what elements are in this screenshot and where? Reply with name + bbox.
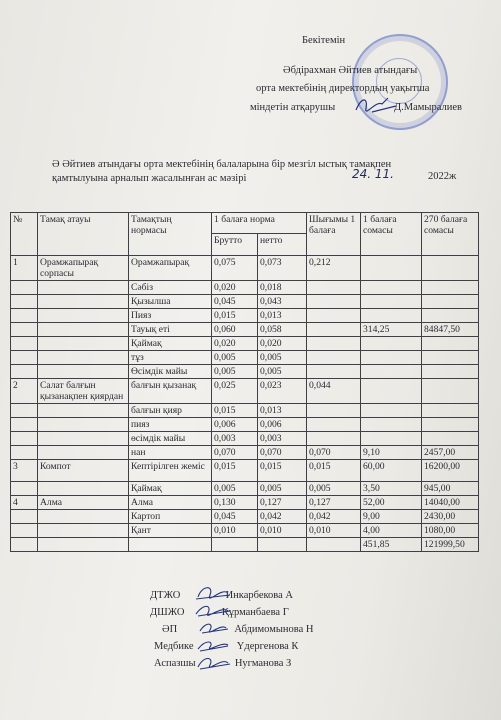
cell-brutto: 0,025 (212, 379, 258, 404)
signature-role: Медбике (154, 641, 194, 652)
cell-cost270 (422, 256, 479, 281)
cell-output (307, 365, 361, 379)
cell-brutto: 0,005 (212, 365, 258, 379)
cell-num (11, 510, 38, 524)
cell-output (307, 404, 361, 418)
cell-cost1: 52,00 (361, 496, 422, 510)
signature-role: ДШЖО (150, 607, 185, 618)
cell-cost1 (361, 351, 422, 365)
cell-ingr: балғын қызанақ (129, 379, 212, 404)
cell-num (11, 524, 38, 538)
cell-brutto: 0,003 (212, 432, 258, 446)
cell-output: 0,070 (307, 446, 361, 460)
approval-line-3: орта мектебінің директордың уақытша (256, 83, 430, 94)
cell-ingr: Орамжапырақ (129, 256, 212, 281)
signature-role: Аспазшы (154, 658, 196, 669)
cell-num (11, 482, 38, 496)
table-row (11, 323, 479, 337)
cell-cost1: 4,00 (361, 524, 422, 538)
cell-netto: 0,020 (258, 337, 307, 351)
cell-brutto: 0,130 (212, 496, 258, 510)
table-row (11, 524, 479, 538)
cell-cost1 (361, 281, 422, 295)
table-row (11, 309, 479, 323)
cell-num: 2 (11, 379, 38, 404)
cell-netto: 0,013 (258, 309, 307, 323)
cell-num (11, 337, 38, 351)
signature-name: Құрманбаева Г (221, 607, 289, 618)
cell-num (11, 446, 38, 460)
cell-output: 0,010 (307, 524, 361, 538)
cell-cost270 (422, 351, 479, 365)
cell-brutto: 0,045 (212, 510, 258, 524)
cell-brutto: 0,015 (212, 460, 258, 482)
header-output: Шығымы 1 балаға (307, 213, 361, 256)
table-row (11, 379, 479, 404)
cell-name (38, 510, 129, 524)
cell-name (38, 337, 129, 351)
cell-ingr: Сәбіз (129, 281, 212, 295)
cell-cost1: 9,00 (361, 510, 422, 524)
cell-num (11, 351, 38, 365)
cell-cost270: 2430,00 (422, 510, 479, 524)
cell-output (307, 432, 361, 446)
cell-cost270 (422, 432, 479, 446)
cell-brutto: 0,005 (212, 351, 258, 365)
header-num: № (11, 213, 38, 256)
cell-brutto (212, 538, 258, 552)
title-line-1: Ә Әйтиев атындағы орта мектебінің балаларына бір мезгіл ыстық тамақпен (52, 159, 392, 170)
table-row (11, 510, 479, 524)
cell-cost270: 945,00 (422, 482, 479, 496)
cell-num: 3 (11, 460, 38, 482)
cell-num (11, 365, 38, 379)
cell-cost270 (422, 337, 479, 351)
staff-signatures (192, 583, 236, 679)
header-cost-270: 270 балаға сомасы (422, 213, 479, 256)
header-cost-1: 1 балаға сомасы (361, 213, 422, 256)
cell-ingr (129, 538, 212, 552)
cell-cost270: 84847,50 (422, 323, 479, 337)
cell-cost1 (361, 309, 422, 323)
cell-name (38, 295, 129, 309)
cell-output: 0,015 (307, 460, 361, 482)
cell-brutto: 0,060 (212, 323, 258, 337)
signature-name: Нугманова З (234, 658, 292, 669)
cell-output (307, 281, 361, 295)
cell-name (38, 482, 129, 496)
cell-output (307, 323, 361, 337)
cell-cost1: 3,50 (361, 482, 422, 496)
cell-name (38, 446, 129, 460)
approval-line-4-prefix: міндетін атқарушы (250, 102, 336, 113)
cell-num: 1 (11, 256, 38, 281)
cell-ingr: тұз (129, 351, 212, 365)
table-row (11, 281, 479, 295)
approval-director-name: Д.Мамыралиев (394, 102, 462, 113)
cell-brutto: 0,070 (212, 446, 258, 460)
menu-table (10, 212, 479, 552)
cell-cost270 (422, 404, 479, 418)
cell-cost1 (361, 379, 422, 404)
cell-output: 0,042 (307, 510, 361, 524)
cell-ingr: Қант (129, 524, 212, 538)
cell-cost270 (422, 379, 479, 404)
cell-num (11, 432, 38, 446)
cell-output (307, 337, 361, 351)
table-row (11, 446, 479, 460)
cell-netto: 0,070 (258, 446, 307, 460)
cell-cost270: 121999,50 (422, 538, 479, 552)
cell-netto: 0,013 (258, 404, 307, 418)
cell-cost270 (422, 309, 479, 323)
cell-ingr: Қаймақ (129, 482, 212, 496)
cell-output: 0,127 (307, 496, 361, 510)
cell-name (38, 418, 129, 432)
table-row (11, 482, 479, 496)
cell-name (38, 538, 129, 552)
cell-cost270: 14040,00 (422, 496, 479, 510)
cell-cost1 (361, 256, 422, 281)
cell-cost1: 451,85 (361, 538, 422, 552)
header-name: Тамақ атауы (38, 213, 129, 256)
cell-ingr: өсімдік майы (129, 432, 212, 446)
cell-cost270: 2457,00 (422, 446, 479, 460)
cell-netto: 0,043 (258, 295, 307, 309)
cell-cost270 (422, 365, 479, 379)
cell-name (38, 309, 129, 323)
cell-name (38, 524, 129, 538)
table-row (11, 295, 479, 309)
cell-ingr: балғын қияр (129, 404, 212, 418)
signature-name: Үдергенова К (236, 641, 299, 652)
cell-netto: 0,018 (258, 281, 307, 295)
cell-netto: 0,058 (258, 323, 307, 337)
cell-brutto: 0,005 (212, 482, 258, 496)
cell-cost1 (361, 418, 422, 432)
cell-output (307, 295, 361, 309)
date-handwritten: 24. 11. (352, 167, 394, 181)
cell-netto: 0,005 (258, 482, 307, 496)
cell-name (38, 432, 129, 446)
cell-name (38, 323, 129, 337)
cell-netto: 0,015 (258, 460, 307, 482)
cell-cost1: 60,00 (361, 460, 422, 482)
cell-brutto: 0,045 (212, 295, 258, 309)
table-row (11, 404, 479, 418)
cell-cost270 (422, 281, 479, 295)
cell-name (38, 404, 129, 418)
signature-row-3 (162, 624, 313, 635)
table-row (11, 418, 479, 432)
table-row (11, 432, 479, 446)
approval-line-2: Әбдірахман Әйтиев атындағы (283, 65, 418, 76)
cell-name (38, 365, 129, 379)
cell-name: Салат балғын қызанақпен қиярдан (38, 379, 129, 404)
signature-role: ӘП (162, 624, 178, 635)
cell-netto: 0,023 (258, 379, 307, 404)
cell-ingr: Алма (129, 496, 212, 510)
title-line-2: қамтылуына арналып жасалынған ас мәзірі (52, 173, 247, 184)
cell-brutto: 0,015 (212, 404, 258, 418)
cell-name: Компот (38, 460, 129, 482)
cell-cost270 (422, 418, 479, 432)
signature-role: ДТЖО (150, 590, 181, 601)
cell-netto: 0,005 (258, 365, 307, 379)
cell-ingr: Картоп (129, 510, 212, 524)
cell-netto: 0,003 (258, 432, 307, 446)
cell-name: Орамжапырақ сорпасы (38, 256, 129, 281)
cell-netto: 0,042 (258, 510, 307, 524)
cell-netto: 0,006 (258, 418, 307, 432)
cell-output (307, 351, 361, 365)
table-row (11, 256, 479, 281)
title-year: 2022ж (428, 171, 457, 182)
cell-brutto: 0,006 (212, 418, 258, 432)
cell-num (11, 404, 38, 418)
table-row (11, 496, 479, 510)
table-row (11, 351, 479, 365)
cell-cost1 (361, 337, 422, 351)
cell-num (11, 418, 38, 432)
header-brutto: Брутто (212, 234, 258, 256)
cell-output: 0,044 (307, 379, 361, 404)
cell-num (11, 309, 38, 323)
header-norms: Тамақтың нормасы (129, 213, 212, 256)
cell-ingr: Қаймақ (129, 337, 212, 351)
cell-ingr: Пияз (129, 309, 212, 323)
cell-output: 0,005 (307, 482, 361, 496)
approval-line-1: Бекітемін (302, 35, 346, 46)
header-netto: нетто (258, 234, 307, 256)
cell-num (11, 295, 38, 309)
cell-ingr: Тауық еті (129, 323, 212, 337)
cell-ingr: Өсімдік майы (129, 365, 212, 379)
cell-brutto: 0,020 (212, 337, 258, 351)
cell-cost270: 16200,00 (422, 460, 479, 482)
cell-netto (258, 538, 307, 552)
cell-num (11, 538, 38, 552)
cell-cost1: 314,25 (361, 323, 422, 337)
signature-name: Инкарбекова А (225, 590, 293, 601)
cell-netto: 0,005 (258, 351, 307, 365)
cell-num: 4 (11, 496, 38, 510)
cell-cost1 (361, 432, 422, 446)
cell-netto: 0,073 (258, 256, 307, 281)
cell-netto: 0,010 (258, 524, 307, 538)
table-row (11, 460, 479, 482)
cell-output: 0,212 (307, 256, 361, 281)
cell-output (307, 309, 361, 323)
cell-brutto: 0,075 (212, 256, 258, 281)
cell-cost1 (361, 404, 422, 418)
cell-name (38, 351, 129, 365)
cell-brutto: 0,020 (212, 281, 258, 295)
table-row (11, 538, 479, 552)
cell-cost1 (361, 295, 422, 309)
cell-cost270: 1080,00 (422, 524, 479, 538)
signature-name: Абдимомынова Н (234, 624, 314, 635)
cell-num (11, 323, 38, 337)
cell-output (307, 418, 361, 432)
cell-ingr: нан (129, 446, 212, 460)
cell-cost1 (361, 365, 422, 379)
cell-brutto: 0,015 (212, 309, 258, 323)
cell-output (307, 538, 361, 552)
cell-ingr: пияз (129, 418, 212, 432)
cell-name: Алма (38, 496, 129, 510)
table-row (11, 337, 479, 351)
cell-cost270 (422, 295, 479, 309)
cell-brutto: 0,010 (212, 524, 258, 538)
cell-ingr: Қызылша (129, 295, 212, 309)
cell-ingr: Кептірілген жеміс (129, 460, 212, 482)
cell-num (11, 281, 38, 295)
header-per-child: 1 балаға норма (212, 213, 307, 234)
cell-netto: 0,127 (258, 496, 307, 510)
cell-name (38, 281, 129, 295)
table-row (11, 365, 479, 379)
cell-cost1: 9,10 (361, 446, 422, 460)
